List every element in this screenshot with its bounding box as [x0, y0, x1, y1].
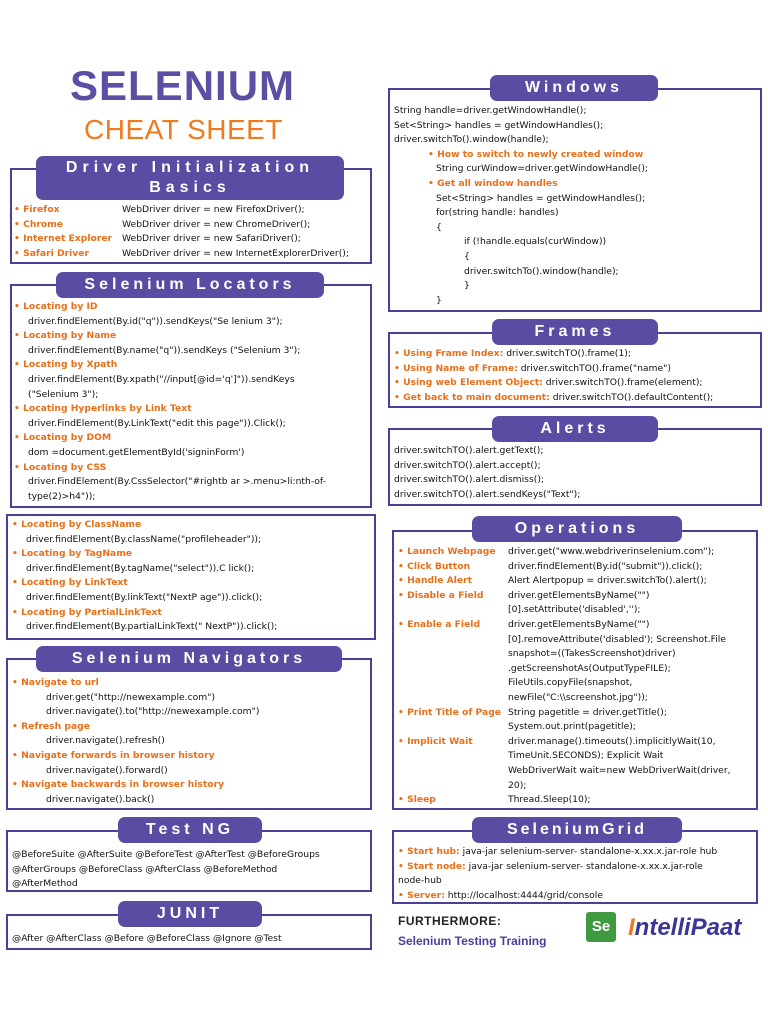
locators-header: Selenium Locators [56, 272, 324, 298]
testng-list [12, 848, 367, 892]
driver-label: • Firefox [14, 204, 60, 215]
locator-code: driver.findElement(By.tagName("select")).C lick(); [26, 562, 255, 574]
navigators-header: Selenium Navigators [36, 646, 342, 672]
operation-code: driver.findElement(By.id("submit")).click(); [508, 560, 703, 572]
operations-list [398, 545, 756, 808]
operation-code: [0].removeAttribute('disabled'); Screenshot.File [508, 633, 727, 645]
operation-row [398, 706, 756, 735]
grid-label: • Start node: [398, 860, 466, 872]
driver-label: • Chrome [14, 218, 64, 230]
grid-code: java-jar selenium-server- standalone-x.xx.x.jar-role hub [459, 846, 718, 857]
locator-heading: • Locating by PartialLinkText [12, 606, 162, 618]
windows-code: String curWindow=driver.getWindowHandle(); [436, 163, 648, 175]
locator-heading: • Locating by TagName [12, 548, 133, 560]
grid-code: java-jar selenium-server- standalone-x.xx.x.jar-role [465, 860, 703, 872]
operation-row [398, 545, 756, 560]
junit-annotations: @After @AfterClass @Before @BeforeClass @Ignore @Test [12, 933, 282, 944]
windows-code: for(string handle: handles) [436, 207, 559, 219]
alert-code: driver.switchTO().alert.sendKeys("Text"); [394, 488, 581, 500]
testng-annotations: @BeforeSuite @AfterSuite @BeforeTest @AfterTest @BeforeGroups [12, 849, 320, 860]
driver-init-list [14, 203, 369, 261]
operation-code: WebDriverWait wait=new WebDriverWait(driver, [508, 764, 731, 776]
operation-code: FileUtils.copyFile(snapshot, [508, 677, 633, 689]
locator-code: driver.findElement(By.partialLinkText(" NextP")).click(); [26, 621, 278, 633]
windows-list [394, 104, 756, 308]
locator-heading: • Locating by CSS [14, 461, 107, 473]
junit-header: JUNIT [118, 901, 262, 927]
navigator-code: driver.navigate().forward() [46, 764, 168, 776]
operation-code: Alert Alertpopup = driver.switchTo().alert(); [508, 575, 707, 587]
locator-code: driver.findElement(By.xpath("//input[@id='q']")).sendKeys [28, 373, 295, 385]
locator-heading: • Locating by Name [14, 330, 117, 342]
furthermore-label: FURTHERMORE: [398, 914, 502, 928]
operation-code: driver.getElementsByName("") [508, 618, 650, 630]
locator-heading: • Locating by ClassName [12, 519, 142, 530]
frame-label: • Using Name of Frame: [394, 362, 518, 374]
windows-code: { [464, 250, 470, 262]
locator-code: driver.findElement(By.id("q")).sendKeys("Se lenium 3"); [28, 315, 283, 327]
windows-code: String handle=driver.getWindowHandle(); [394, 105, 587, 116]
windows-header: Windows [490, 75, 658, 101]
operation-label: • Implicit Wait [398, 735, 473, 747]
page-subtitle: CHEAT SHEET [84, 114, 283, 145]
locator-heading: • Locating by DOM [14, 432, 112, 444]
driver-init-header: Driver Initialization Basics [36, 156, 344, 200]
windows-code: if (!handle.equals(curWindow)) [464, 236, 607, 248]
operation-code: TimeUnit.SECONDS); Explicit Wait [508, 750, 664, 762]
grid-list [398, 845, 756, 903]
navigator-code: driver.navigate().back() [46, 793, 155, 805]
driver-code: WebDriver driver = new FirefoxDriver(); [122, 204, 305, 215]
page-title: SELENIUM [70, 62, 296, 109]
driver-code: WebDriver driver = new SafariDriver(); [122, 233, 301, 245]
operation-code: driver.manage().timeouts().implicitlyWait(10, [508, 735, 716, 747]
alert-code: driver.switchTO().alert.accept(); [394, 459, 541, 471]
frame-code: driver.switchTO().frame(element); [545, 377, 703, 389]
driver-label: • Safari Driver [14, 247, 90, 259]
grid-code: http://localhost:4444/grid/console [444, 889, 603, 901]
grid-label: • Server: [398, 889, 445, 901]
windows-code: driver.switchTo().window(handle); [464, 265, 619, 277]
locators-list [14, 300, 369, 504]
locator-code: driver.FindElement(By.CssSelector("#rightb ar >.menu>li:nth-of- [28, 476, 326, 488]
driver-code: WebDriver driver = new ChromeDriver(); [122, 218, 311, 230]
windows-code: { [436, 221, 442, 233]
windows-code: Set<String> handles = getWindowHandles(); [436, 192, 646, 204]
alerts-header: Alerts [492, 416, 658, 442]
navigator-code: driver.get("http://newexample.com") [46, 691, 216, 703]
operation-code: System.out.print(pagetitle); [508, 721, 636, 733]
grid-code: node-hub [398, 875, 442, 887]
navigator-code: driver.navigate().refresh() [46, 735, 165, 747]
operation-row [398, 574, 756, 589]
operation-code: [0].setAttribute('disabled',''); [508, 604, 641, 616]
operation-row [398, 735, 756, 793]
locator-heading: • Locating by Xpath [14, 359, 118, 371]
locator-heading: • Locating Hyperlinks by Link Text [14, 403, 192, 415]
locator-code: ("Selenium 3"); [28, 388, 99, 400]
locator-code: type(2)>h4")); [28, 490, 96, 502]
locator-heading: • Locating by LinkText [12, 577, 128, 589]
logo-prefix: I [628, 914, 635, 941]
windows-code: } [436, 294, 442, 306]
alert-code: driver.switchTO().alert.getText(); [394, 445, 544, 456]
driver-code: WebDriver driver = new InternetExplorerDriver(); [122, 247, 349, 259]
frames-header: Frames [492, 319, 658, 345]
training-link[interactable]: Selenium Testing Training [398, 934, 547, 948]
grid-header: SeleniumGrid [472, 817, 682, 843]
testng-header: Test NG [118, 817, 262, 843]
alert-code: driver.switchTO().alert.dismiss(); [394, 474, 545, 486]
operation-code: driver.getElementsByName("") [508, 589, 650, 601]
operation-row [398, 793, 756, 808]
testng-annotations: @AfterGroups @BeforeClass @AfterClass @BeforeMethod [12, 863, 278, 875]
grid-label: • Start hub: [398, 846, 460, 857]
frame-code: driver.switchTO().defaultContent(); [552, 391, 714, 403]
operation-label: • Sleep [398, 794, 436, 806]
alerts-list [394, 444, 758, 502]
operation-row [398, 560, 756, 575]
logo-text: ntelliPaat [634, 914, 742, 941]
frame-code: driver.switchTO().frame("name") [520, 362, 671, 374]
locator-heading: • Locating by ID [14, 301, 98, 312]
windows-code: Set<String> handles = getWindowHandles(); [394, 119, 604, 131]
operation-label: • Launch Webpage [398, 546, 496, 557]
selenium-logo-icon: Se [586, 912, 616, 942]
testng-annotations: @AfterMethod [12, 878, 78, 890]
operation-label: • Click Button [398, 560, 471, 572]
navigator-code: driver.navigate().to("http://newexample.com") [46, 706, 260, 718]
intellipaat-logo [628, 914, 741, 942]
operation-code: .getScreenshotAs(OutputTypeFILE); [508, 662, 671, 674]
operation-code: newFile("C:\\screenshot.jpg")); [508, 691, 648, 703]
operation-code: Thread.Sleep(10); [508, 794, 591, 806]
locators-more-list [12, 518, 372, 635]
locator-code: driver.findElement(By.className("profileheader")); [26, 533, 262, 545]
frame-code: driver.switchTO().frame(1); [506, 348, 631, 359]
operations-header: Operations [472, 516, 682, 542]
windows-heading: • Get all window handles [428, 177, 558, 189]
frame-label: • Get back to main document: [394, 391, 550, 403]
locator-code: driver.findElement(By.name("q")).sendKeys ("Selenium 3"); [28, 344, 301, 356]
operation-label: • Handle Alert [398, 575, 473, 587]
operation-code: String pagetitle = driver.getTitle(); [508, 706, 667, 718]
operation-code: driver.get("www.webdriverinselenium.com"); [508, 546, 715, 557]
navigators-list [12, 676, 367, 807]
locator-code: dom =document.getElementById('signinForm') [28, 446, 245, 458]
locator-code: driver.findElement(By.linkText("NextP age")).click(); [26, 591, 263, 603]
frame-label: • Using web Element Object: [394, 377, 543, 389]
frames-list [394, 347, 758, 405]
frame-label: • Using Frame Index: [394, 348, 504, 359]
navigator-heading: • Navigate to url [12, 677, 99, 688]
windows-code: } [464, 280, 470, 292]
navigator-heading: • Navigate backwards in browser history [12, 779, 225, 791]
operation-code: 20); [508, 779, 527, 791]
operation-row [398, 589, 756, 618]
navigator-heading: • Refresh page [12, 720, 90, 732]
windows-code: driver.switchTo().window(handle); [394, 134, 549, 146]
driver-label: • Internet Explorer [14, 233, 113, 245]
operation-row [398, 618, 756, 706]
locator-code: driver.FindElement(By.LinkText("edit this page")).Click(); [28, 417, 286, 429]
windows-heading: • How to switch to newly created window [428, 148, 644, 160]
operation-code: snapshot=((TakesScreenshot)driver) [508, 648, 676, 660]
operation-label: • Print Title of Page [398, 706, 502, 718]
operation-label: • Enable a Field [398, 618, 481, 630]
operation-label: • Disable a Field [398, 589, 484, 601]
navigator-heading: • Navigate forwards in browser history [12, 749, 215, 761]
